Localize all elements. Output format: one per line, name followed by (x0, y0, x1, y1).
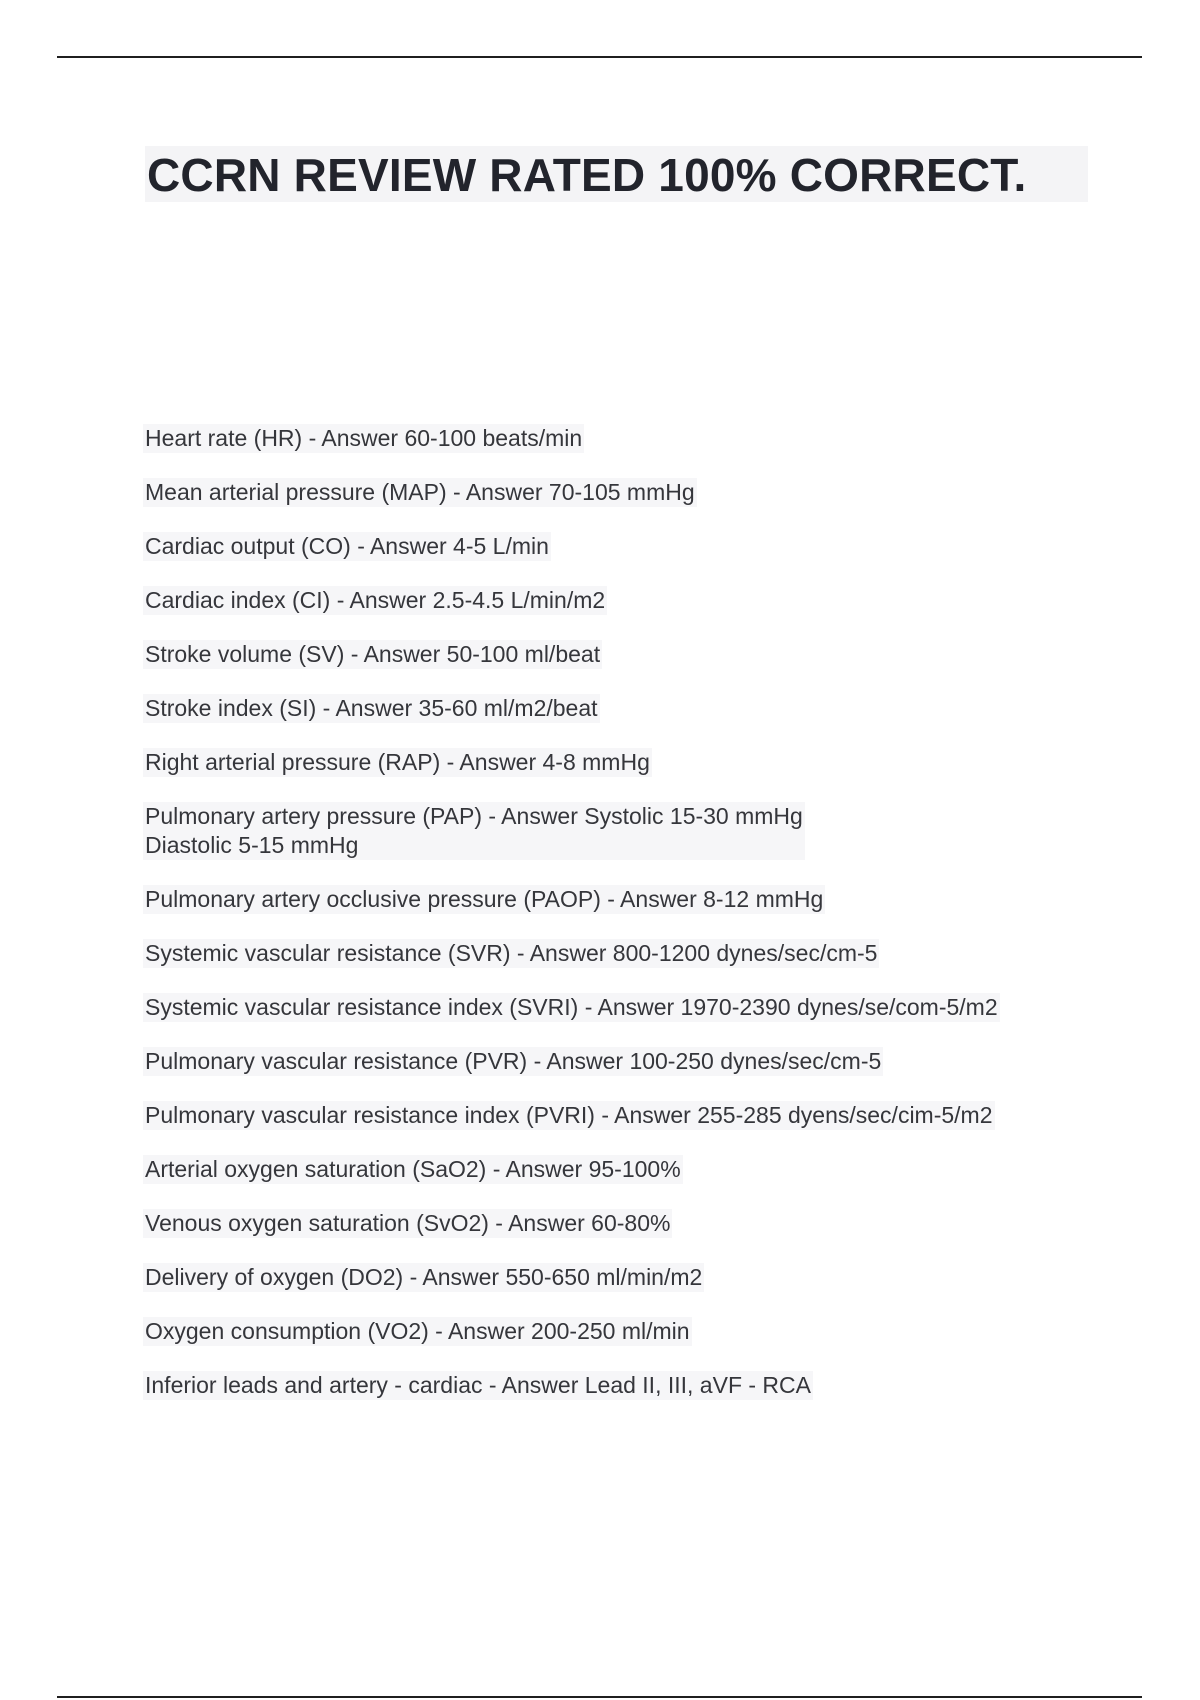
qa-text: Cardiac output (CO) - Answer 4-5 L/min (145, 533, 549, 559)
qa-text: Stroke volume (SV) - Answer 50-100 ml/beat (145, 641, 601, 667)
qa-item-heart-rate (145, 424, 1145, 453)
qa-item-pvri (145, 1101, 1145, 1130)
qa-item-stroke-index (145, 694, 1145, 723)
qa-text: Stroke index (SI) - Answer 35-60 ml/m2/beat (145, 695, 598, 721)
qa-text: Inferior leads and artery - cardiac - Answer Lead II, III, aVF - RCA (145, 1372, 811, 1398)
qa-text: Cardiac index (CI) - Answer 2.5-4.5 L/min/m2 (145, 587, 606, 613)
qa-item-map (145, 478, 1145, 507)
qa-item-svo2 (145, 1209, 1145, 1238)
qa-text: Systemic vascular resistance index (SVRI) - Answer 1970-2390 dynes/se/com-5/m2 (145, 994, 998, 1020)
qa-text: Pulmonary artery occlusive pressure (PAOP) - Answer 8-12 mmHg (145, 886, 824, 912)
qa-text: Oxygen consumption (VO2) - Answer 200-250 ml/min (145, 1318, 690, 1344)
qa-item-rap (145, 748, 1145, 777)
qa-item-cardiac-output (145, 532, 1145, 561)
qa-text: Delivery of oxygen (DO2) - Answer 550-650 ml/min/m2 (145, 1264, 703, 1290)
qa-item-paop (145, 885, 1145, 914)
qa-item-sao2 (145, 1155, 1145, 1184)
qa-text: Pulmonary vascular resistance index (PVRI) - Answer 255-285 dyens/sec/cim-5/m2 (145, 1102, 993, 1128)
qa-item-cardiac-index (145, 586, 1145, 615)
page-title: CCRN REVIEW RATED 100% CORRECT. (147, 149, 1027, 201)
bottom-rule (57, 1696, 1142, 1698)
qa-item-do2 (145, 1263, 1145, 1292)
qa-text: Arterial oxygen saturation (SaO2) - Answer 95-100% (145, 1156, 681, 1182)
top-rule (57, 56, 1142, 58)
title-highlight (145, 146, 1088, 202)
qa-item-inferior-leads (145, 1371, 1145, 1400)
qa-list (145, 424, 1145, 1425)
qa-item-pvr (145, 1047, 1145, 1076)
qa-item-svr (145, 939, 1145, 968)
qa-text: Heart rate (HR) - Answer 60-100 beats/min (145, 425, 583, 451)
qa-item-stroke-volume (145, 640, 1145, 669)
qa-item-svri (145, 993, 1145, 1022)
qa-text: Pulmonary vascular resistance (PVR) - Answer 100-250 dynes/sec/cm-5 (145, 1048, 882, 1074)
qa-text: Venous oxygen saturation (SvO2) - Answer 60-80% (145, 1210, 671, 1236)
qa-text: Mean arterial pressure (MAP) - Answer 70-105 mmHg (145, 479, 695, 505)
qa-text: Systemic vascular resistance (SVR) - Answer 800-1200 dynes/sec/cm-5 (145, 940, 878, 966)
qa-item-vo2 (145, 1317, 1145, 1346)
qa-item-pap (145, 802, 1145, 860)
qa-text: Pulmonary artery pressure (PAP) - Answer Systolic 15-30 mmHg Diastolic 5-15 mmHg (145, 803, 803, 858)
qa-text: Right arterial pressure (RAP) - Answer 4-8 mmHg (145, 749, 650, 775)
